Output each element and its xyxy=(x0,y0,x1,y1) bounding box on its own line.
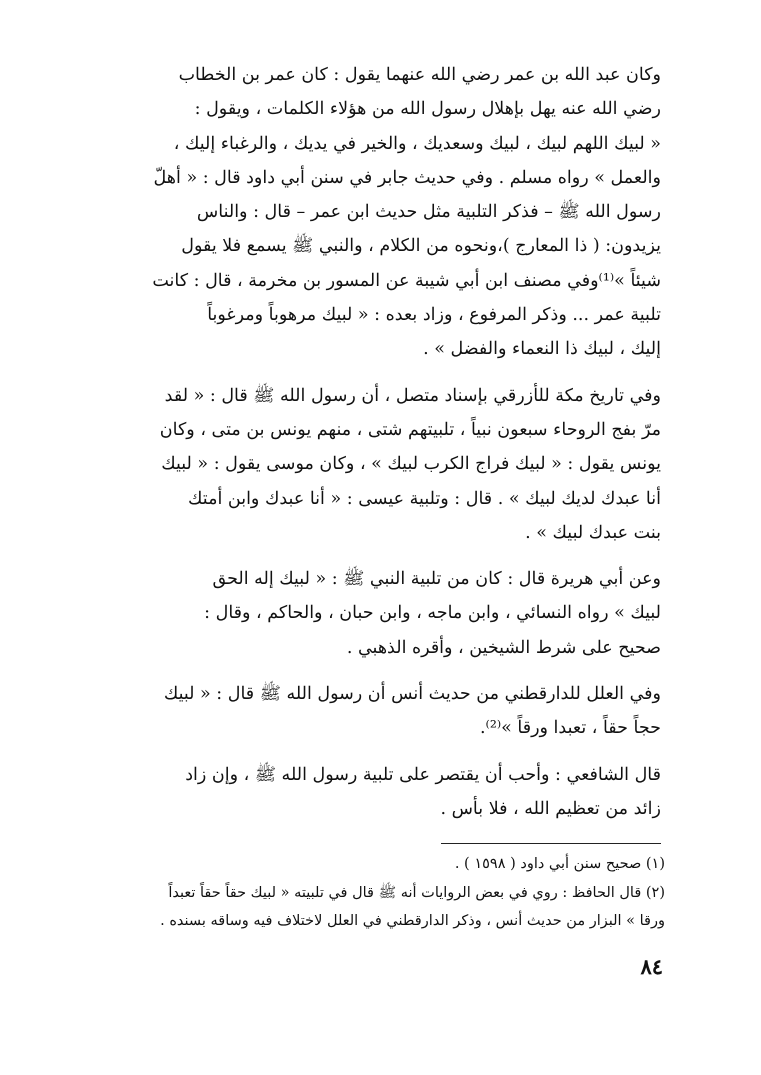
text-line: وعن أبي هريرة قال : كان من تلبية النبي ﷺ : « لبيك إله الحق xyxy=(212,569,661,590)
text-line: مرّ بفج الروحاء سبعون نبياً ، تلبيتهم شتى ، منهم يونس بن متى ، وكان xyxy=(159,419,661,440)
text-line: وكان عبد الله بن عمر رضي الله عنهما يقول : كان عمر بن الخطاب xyxy=(178,65,661,85)
text-line: تلبية عمر ... وذكر المرفوع ، وزاد بعده : « لبيك مرهوباً ومرغوباً xyxy=(207,305,661,326)
paragraph-5 xyxy=(101,758,661,827)
text-line: رضي الله عنه يهل بإهلال رسول الله من هؤلاء الكلمات ، ويقول : xyxy=(194,99,661,120)
footnote-2: (٢) قال الحافظ : روي في بعض الروايات أنه ﷺ قال في تلبيته « لبيك حقاً حقاً تعبداً xyxy=(168,884,665,901)
paragraph-2 xyxy=(101,379,661,550)
text-line: لبيك » رواه النسائي ، وابن ماجه ، وابن حبان ، والحاكم ، وقال : xyxy=(204,603,661,624)
text-line: شيئاً »⁽¹⁾وفي مصنف ابن أبي شيبة عن المسور بن مخرمة ، قال : كانت xyxy=(152,270,661,291)
footnote-2-continued: ورقا » البزار من حديث أنس ، وذكر الدارقطني في العلل لاختلاف فيه وساقه بسنده . xyxy=(160,913,665,929)
text-line: رسول الله ﷺ – فذكر التلبية مثل حديث ابن عمر – قال : والناس xyxy=(196,202,661,223)
text-line: صحيح على شرط الشيخين ، وأقره الذهبي . xyxy=(346,637,661,658)
text-line: حجاً حقاً ، تعبدا ورقاً »⁽²⁾. xyxy=(479,718,661,739)
main-text xyxy=(101,58,661,826)
text-line: أنا عبدك لديك لبيك » . قال : وتلبية عيسى : « أنا عبدك وابن أمتك xyxy=(188,488,661,509)
paragraph-1 xyxy=(101,58,661,367)
text-line: إليك ، لبيك ذا النعماء والفضل » . xyxy=(423,339,661,360)
text-line: وفي تاريخ مكة للأزرقي بإسناد متصل ، أن رسول الله ﷺ قال : « لقد xyxy=(164,385,661,406)
footnote-1: (١) صحيح سنن أبي داود ( ١٥٩٨ ) . xyxy=(454,856,665,872)
footnotes xyxy=(100,850,665,936)
footnote-divider xyxy=(441,843,661,844)
paragraph-4 xyxy=(101,677,661,746)
text-line: يزيدون: ( ذا المعارج )،ونحوه من الكلام ، والنبي ﷺ يسمع فلا يقول xyxy=(181,236,661,257)
text-line: بنت عبدك لبيك » . xyxy=(525,522,661,543)
page-number: ٨٤ xyxy=(640,954,663,979)
text-line: زائد من تعظيم الله ، فلا بأس . xyxy=(440,798,661,819)
text-line: وفي العلل للدارقطني من حديث أنس أن رسول الله ﷺ قال : « لبيك xyxy=(163,684,661,705)
text-line: « لبيك اللهم لبيك ، لبيك وسعديك ، والخير في يديك ، والرغباء إليك ، xyxy=(173,133,661,154)
text-line: قال الشافعي : وأحب أن يقتصر على تلبية رسول الله ﷺ ، وإن زاد xyxy=(185,764,661,785)
text-line: والعمل » رواه مسلم . وفي حديث جابر في سنن أبي داود قال : « أهلّ xyxy=(153,167,661,188)
paragraph-3 xyxy=(101,562,661,665)
text-line: يونس يقول : « لبيك فراج الكرب لبيك » ، وكان موسى يقول : « لبيك xyxy=(161,454,661,475)
